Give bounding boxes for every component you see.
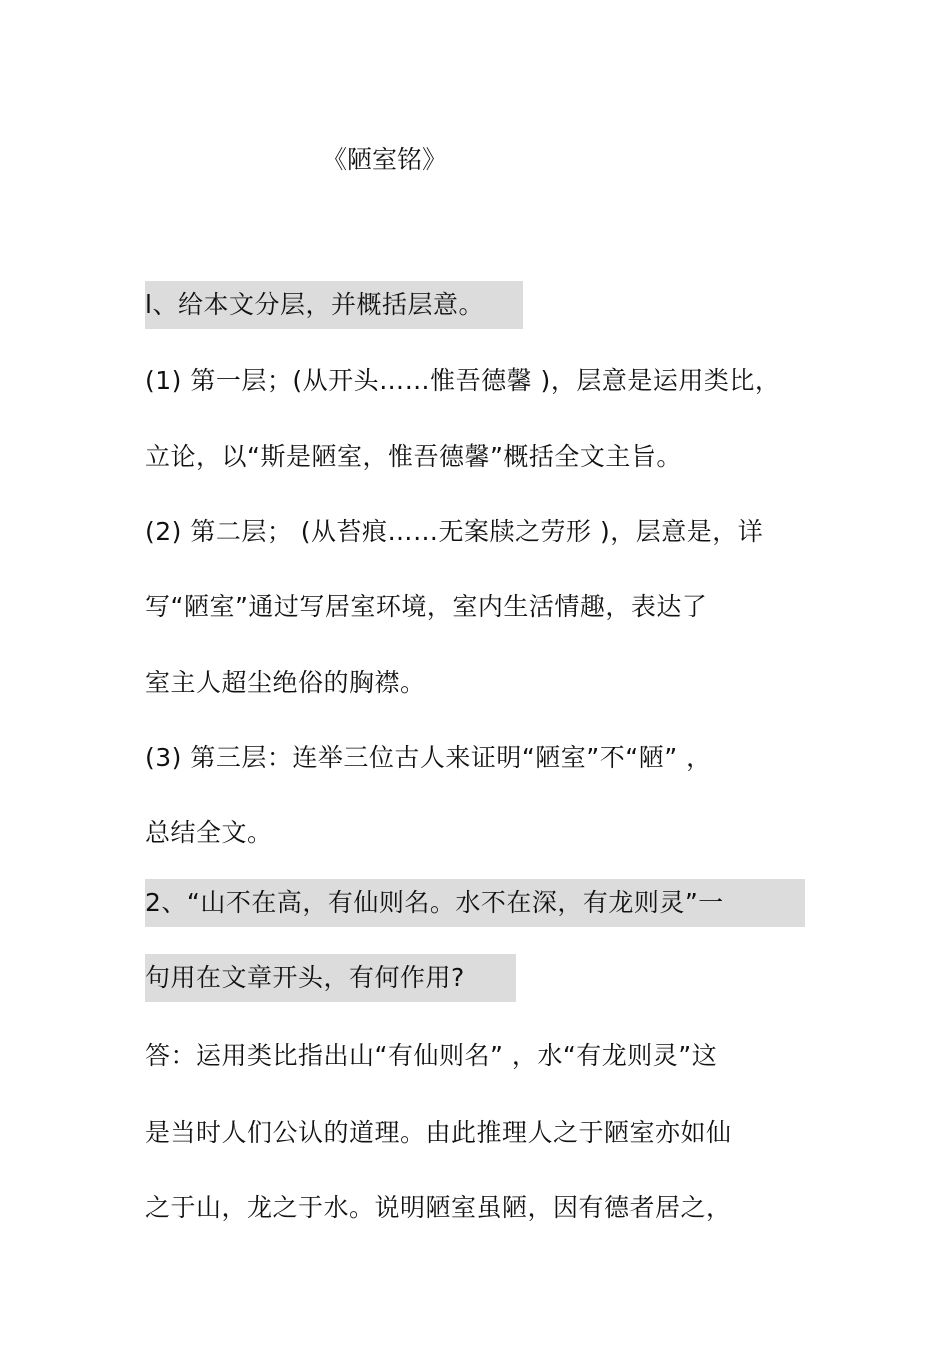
layer-3-line-2: 总结全文。: [145, 818, 273, 847]
answer-line-2: 是当时人们公认的道理。由此推理人之于陋室亦如仙: [145, 1118, 732, 1147]
answer-line-3: 之于山，龙之于水。说明陋室虽陋，因有德者居之，: [145, 1193, 732, 1222]
question-2-line-2: 句用在文章开头，有何作用?: [145, 954, 516, 1002]
layer-2-line-3: 室主人超尘绝俗的胸襟。: [145, 668, 426, 697]
layer-2-line-1: (2) 第二层； (从苔痕……无案牍之劳形 )，层意是，详: [145, 517, 764, 546]
document-title: 《陋室铭》: [322, 145, 448, 174]
layer-1-line-2: 立论，以“斯是陋室，惟吾德馨”概括全文主旨。: [145, 442, 682, 471]
layer-3-line-1: (3) 第三层：连举三位古人来证明“陋室”不“陋” ，: [145, 743, 712, 772]
layer-1-line-1: (1) 第一层；(从开头……惟吾德馨 )，层意是运用类比，: [145, 366, 781, 395]
question-2-line-1: 2、“山不在高，有仙则名。水不在深，有龙则灵”一: [145, 879, 805, 927]
layer-2-line-2: 写“陋室”通过写居室环境，室内生活情趣，表达了: [145, 592, 708, 621]
question-1-heading: l、给本文分层，并概括层意。: [145, 281, 523, 329]
answer-line-1: 答：运用类比指出山“有仙则名” ，水“有龙则灵”这: [145, 1041, 718, 1070]
